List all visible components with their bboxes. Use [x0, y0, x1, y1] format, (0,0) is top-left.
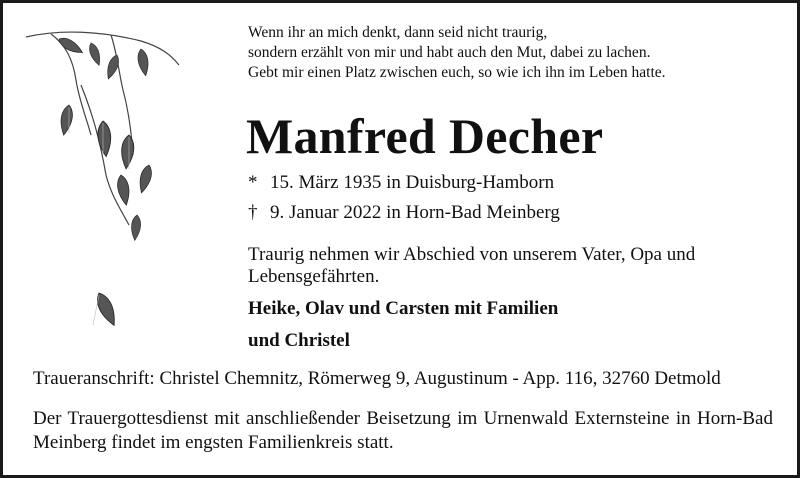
memorial-poem	[248, 23, 788, 83]
poem-line: Wenn ihr an mich denkt, dann seid nicht traurig,	[248, 24, 548, 41]
birth-date: 15. März 1935 in Duisburg-Hamborn	[270, 172, 555, 193]
death-date-line	[248, 198, 560, 228]
birth-symbol: *	[248, 172, 258, 193]
birch-leaves-icon	[21, 25, 191, 355]
family-line: Heike, Olav und Carsten mit Familien	[248, 298, 559, 319]
mourning-address: Traueranschrift: Christel Chemnitz, Römerweg 9, Augustinum - App. 116, 32760 Detmold	[33, 368, 721, 389]
life-dates	[248, 168, 560, 228]
poem-line: Gebt mir einen Platz zwischen euch, so wie ich ihn im Leben hatte.	[248, 64, 666, 81]
funeral-service-note: Der Trauergottesdienst mit anschließender Beisetzung im Urnenwald Externsteine in Horn-Bad Meinberg findet im engsten Familienkreis statt.	[33, 408, 773, 453]
death-symbol: †	[248, 202, 258, 223]
mourning-text: Traurig nehmen wir Abschied von unserem Vater, Opa und Lebensgefährten.	[248, 244, 696, 287]
death-date: 9. Januar 2022 in Horn-Bad Meinberg	[270, 202, 560, 223]
family-signature	[248, 293, 558, 357]
birth-date-line	[248, 168, 560, 198]
family-line: und Christel	[248, 330, 350, 351]
deceased-name: Manfred Decher	[246, 108, 604, 164]
poem-line: sondern erzählt von mir und habt auch den Mut, dabei zu lachen.	[248, 44, 651, 61]
